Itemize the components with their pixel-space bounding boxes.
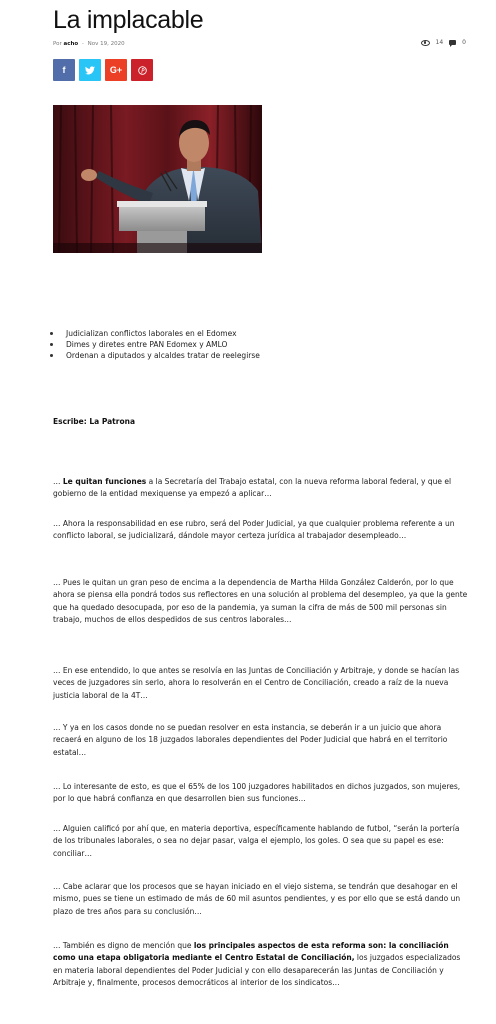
article-paragraph: … Cabe aclarar que los procesos que se hayan iniciado en el viejo sistema, se tendrán que desahogar en el mismo, pues se tiene un estimado de más de 60 mil asuntos pendientes, y es por ello que se está dando un plazo de tres años para su conclusión…	[53, 882, 461, 916]
list-item: Ordenan a diputados y alcaldes tratar de reelegirse	[49, 350, 260, 361]
speaker-at-podium-image	[53, 105, 262, 253]
article-paragraph: … Alguien calificó por ahí que, en materia deportiva, específicamente hablando de futbol, “serán la portería de los tribunales laborales, o sea no dejar pasar, valga el ejemplo, los goles. O sea que su papel es ese: conciliar…	[53, 824, 460, 858]
byline: Escribe: La Patrona	[53, 417, 136, 426]
article-stats	[421, 39, 466, 46]
author-link[interactable]: acho	[63, 41, 79, 47]
share-buttons	[53, 59, 153, 81]
article-paragraph: … Pues le quitan un gran peso de encima a la dependencia de Martha Hilda González Calderón, por lo que ahora se piensa ella pondrá todos sus reflectores en una solución al problema del desempleo, ya que la gente que ha quedado desocupada, por eso de la pandemia, ya suman la cifra de más de 500 mil personas sin trabajo, muchos de ellos despedidos de sus centros laborales…	[53, 578, 468, 624]
meta-separator: -	[81, 41, 84, 47]
pinterest-share-button[interactable]	[131, 59, 153, 81]
twitter-icon	[85, 66, 95, 75]
highlight-text: los principales aspectos de esta reforma son: la conciliación como una etapa obligatoria mediante el Centro Estatal de Conciliación,	[53, 941, 449, 963]
twitter-share-button[interactable]	[79, 59, 101, 81]
article-photo	[53, 105, 262, 253]
googleplus-icon: G+	[109, 65, 123, 75]
list-item: Judicializan conflictos laborales en el Edomex	[49, 328, 260, 339]
article-paragraph: … En ese entendido, lo que antes se resolvía en las Juntas de Conciliación y Arbitraje, y donde se hacían las veces de juzgadores sin serlo, ahora lo resolverán en el Centro de Conciliación, creado a raíz de la nueva justicia laboral de la 4T…	[53, 666, 460, 700]
highlight-text: Le quitan funciones	[62, 477, 147, 486]
googleplus-share-button[interactable]	[105, 59, 127, 81]
publish-date: Nov 19, 2020	[87, 41, 125, 47]
article-paragraph: … Ahora la responsabilidad en ese rubro, será del Poder Judicial, ya que cualquier problema referente a un conflicto laboral, se judicializará, dándole mayor certeza jurídica al trabajador desempleado…	[53, 519, 455, 541]
facebook-share-button[interactable]	[53, 59, 75, 81]
article-paragraph: … Le quitan funciones a la Secretaría del Trabajo estatal, con la nueva reforma laboral federal, y que el gobierno de la entidad mexiquense ya empezó a aplicar…	[53, 477, 452, 499]
comment-icon[interactable]	[449, 40, 456, 45]
article-paragraph: … También es digno de mención que los principales aspectos de esta reforma son: la conciliación como una etapa obligatoria mediante el Centro Estatal de Conciliación, los juzgados especializados en materia laboral dependientes del Poder Judicial y con ello desaparecerán las Juntas de Conciliación y Arbitraje y, finalmente, procesos democráticos al interior de los sindicatos…	[53, 941, 461, 987]
comments-count[interactable]: 0	[462, 39, 466, 46]
pinterest-icon	[138, 66, 147, 75]
article-title: La implacable	[53, 6, 204, 34]
list-item: Dimes y diretes entre PAN Edomex y AMLO	[49, 339, 260, 350]
article-meta	[53, 41, 125, 47]
headline-list	[49, 328, 260, 361]
views-count: 14	[435, 39, 444, 46]
article-paragraph: … Lo interesante de esto, es que el 65% de los 100 juzgadores habilitados en dichos juzgados, son mujeres, por lo que habrá confianza en que desarrollen bien sus funciones…	[53, 782, 461, 804]
eye-icon	[421, 40, 430, 46]
facebook-icon: f	[62, 65, 66, 75]
by-label: Por	[53, 41, 62, 47]
article-paragraph: … Y ya en los casos donde no se puedan resolver en esta instancia, se deberán ir a un juicio que ahora recaerá en alguno de los 18 juzgados laborales dependientes del Poder Judicial que habrá en el territorio estatal…	[53, 723, 448, 757]
